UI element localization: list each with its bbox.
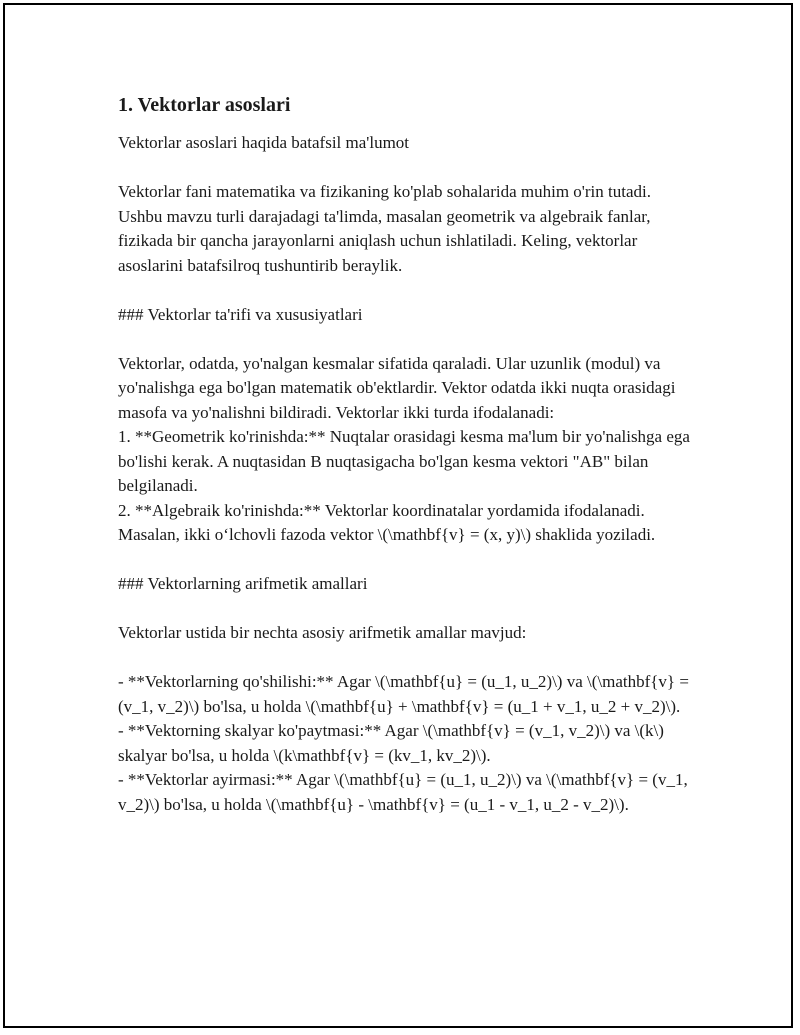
section-heading-operations: ### Vektorlarning arifmetik amallari bbox=[118, 574, 368, 593]
operations-intro-paragraph: Vektorlar ustida bir nechta asosiy arifmetik amallar mavjud: bbox=[118, 623, 527, 642]
subtitle-paragraph: Vektorlar asoslari haqida batafsil ma'lumot bbox=[118, 133, 410, 152]
document-body bbox=[118, 92, 690, 842]
document-title: 1. Vektorlar asoslari bbox=[118, 94, 291, 116]
section-heading-definition: ### Vektorlar ta'rifi va xususiyatlari bbox=[118, 304, 363, 324]
operations-list: - **Vektorlarning qo'shilishi:** Agar \(\mathbf{u} = (u_1, u_2)\) va \(\mathbf{v} = (v_1, v_2)\) bo'lsa, u holda \(\mathbf{u} + \mathbf{v} = (u_1 + v_1, u_2 + v_2)\). - **Vektorning skalyar ko'paytmasi:** Agar \(\mathbf{v} = (v_1, v_2)\) va \(k\) skalyar bo'lsa, u holda \(k\mathbf{v} = (kv_1, kv_2)\). - **Vektorlar ayirmasi:** Agar \(\mathbf{u} = (u_1, u_2)\) va \(\mathbf{v} = (v_1, v_2)\) bo'lsa, u holda \(\mathbf{u} - \mathbf{v} = (u_1 - v_1, u_2 - v_2)\). bbox=[118, 672, 689, 814]
intro-paragraph: Vektorlar fani matematika va fizikaning ko'plab sohalarida muhim o'rin tutadi. Ushbu mavzu turli darajadagi ta'limda, masalan geometrik va algebraik fanlar, fizikada bir qancha jarayonlarni aniqlash uchun ishlatiladi. Keling, vektorlar asoslarini batafsilroq tushuntirib beraylik. bbox=[118, 182, 656, 275]
definition-paragraph: Vektorlar, odatda, yo'nalgan kesmalar sifatida qaraladi. Ular uzunlik (modul) va yo'nalishga ega bo'lgan matematik ob'ektlardir. Vektor odatda ikki nuqta orasidagi masofa va yo'nalishni bildiradi. Vektorlar ikki turda ifodalanadi: 1. **Geometrik ko'rinishda:** Nuqtalar orasidagi kesma ma'lum bir yo'nalishga ega bo'lishi kerak. A nuqtasidan B nuqtasigacha bo'lgan kesma vektori "AB" bilan belgilanadi. 2. **Algebraik ko'rinishda:** Vektorlar koordinatalar yordamida ifodalanadi. Masalan, ikki o‘lchovli fazoda vektor \(\mathbf{v} = (x, y)\) shaklida yoziladi. bbox=[118, 353, 690, 544]
